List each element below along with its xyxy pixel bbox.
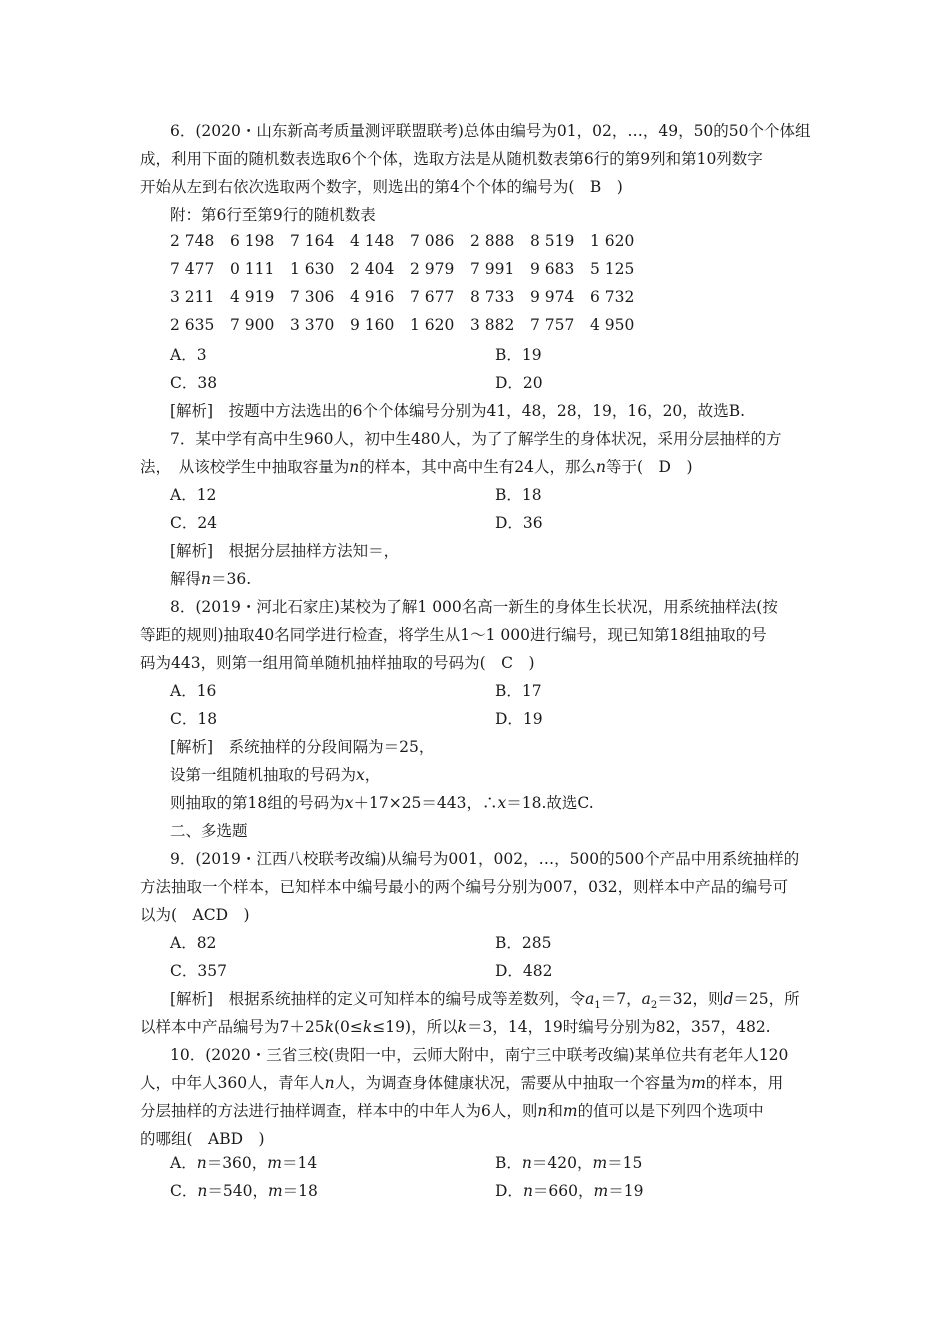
q10-option-b: B．n＝420，m＝15 [495,1154,643,1172]
q9-analysis-2: 以样本中产品编号为7＋25k(0≤k≤19)，所以k＝3，14，19时编号分别为82，357，482. [140,1018,771,1036]
q10-option-c: C．n＝540，m＝18 [170,1182,318,1200]
q8-analysis-1: [解析] 系统抽样的分段间隔为＝25， [170,738,435,756]
q8-analysis-2: 设第一组随机抽取的号码为x， [170,766,381,784]
q8-line-1: 8．(2019・河北石家庄)某校为了解1 000名高一新生的身体生长状况，用系统抽样法(按 [170,598,778,616]
table-cell: 1 620 [590,232,635,250]
q9-option-d: D．482 [495,962,553,980]
table-cell: 7 306 [290,288,335,306]
q9-line-2: 方法抽取一个样本，已知样本中编号最小的两个编号分别为007，032，则样本中产品的编号可 [140,878,789,896]
table-cell: 2 748 [170,232,215,250]
q7-option-c: C．24 [170,514,218,532]
q8-option-d: D．19 [495,710,543,728]
table-cell: 7 164 [290,232,335,250]
table-cell: 1 620 [410,316,455,334]
table-cell: 2 979 [410,260,455,278]
q6-option-a: A．3 [170,346,207,364]
q8-analysis-3: 则抽取的第18组的号码为x＋17×25＝443，∴x＝18.故选C. [170,794,594,812]
table-cell: 3 370 [290,316,335,334]
table-cell: 2 635 [170,316,215,334]
q6-line-2: 成，利用下面的随机数表选取6个个体，选取方法是从随机数表第6行的第9列和第10列数字 [140,150,763,168]
table-cell: 9 160 [350,316,395,334]
q10-line-4: 的哪组( ABD ) [140,1130,265,1148]
q9-line-3: 以为( ACD ) [140,906,250,924]
section-heading: 二、多选题 [170,822,248,840]
q7-analysis-2: 解得n＝36. [170,570,252,588]
table-cell: 7 477 [170,260,215,278]
q8-line-3: 码为443，则第一组用简单随机抽样抽取的号码为( C ) [140,654,535,672]
q6-option-c: C．38 [170,374,218,392]
q6-appendix: 附：第6行至第9行的随机数表 [170,206,376,224]
table-cell: 7 991 [470,260,515,278]
table-cell: 4 950 [590,316,635,334]
table-cell: 7 757 [530,316,575,334]
table-cell: 2 404 [350,260,395,278]
table-cell: 1 630 [290,260,335,278]
table-cell: 6 198 [230,232,275,250]
q7-option-a: A．12 [170,486,217,504]
table-cell: 3 211 [170,288,215,306]
q6-option-d: D．20 [495,374,543,392]
table-cell: 7 900 [230,316,275,334]
table-cell: 9 974 [530,288,575,306]
q9-analysis-1: [解析] 根据系统抽样的定义可知样本的编号成等差数列，令$a_1=7$，$a_2=32$，则d＝25，所 [170,990,800,1012]
q9-line-1: 9．(2019・江西八校联考改编)从编号为001，002，…，500的500个产品中用系统抽样的 [170,850,800,868]
table-cell: 4 919 [230,288,275,306]
q6-option-b: B．19 [495,346,542,364]
q6-line-3: 开始从左到右依次选取两个数字，则选出的第4个个体的编号为( B ) [140,178,623,196]
q10-option-a: A．n＝360，m＝14 [170,1154,318,1172]
table-cell: 2 888 [470,232,515,250]
q7-line-1: 7．某中学有高中生960人，初中生480人，为了了解学生的身体状况，采用分层抽样的方 [170,430,782,448]
table-cell: 3 882 [470,316,515,334]
table-cell: 9 683 [530,260,575,278]
q8-line-2: 等距的规则)抽取40名同学进行检查，将学生从1～1 000进行编号，现已知第18组抽取的号 [140,626,767,644]
table-cell: 6 732 [590,288,635,306]
q8-option-a: A．16 [170,682,217,700]
q7-option-d: D．36 [495,514,543,532]
table-cell: 7 086 [410,232,455,250]
q10-line-2: 人，中年人360人，青年人n人，为调查身体健康状况，需要从中抽取一个容量为m的样本，用 [140,1074,784,1092]
q7-option-b: B．18 [495,486,542,504]
q6-line-1: 6．(2020・山东新高考质量测评联盟联考)总体由编号为01，02，…，49，50的50个个体组 [170,122,811,140]
table-cell: 4 148 [350,232,395,250]
q7-line-2: 法， 从该校学生中抽取容量为n的样本，其中高中生有24人，那么n等于( D ) [140,458,693,476]
table-cell: 5 125 [590,260,635,278]
q9-option-b: B．285 [495,934,552,952]
table-cell: 8 519 [530,232,575,250]
q6-analysis: [解析] 按题中方法选出的6个个体编号分别为41，48，28，19，16，20，故选B. [170,402,746,420]
q7-analysis-1: [解析] 根据分层抽样方法知＝， [170,542,400,560]
q10-line-3: 分层抽样的方法进行抽样调查，样本中的中年人为6人，则n和m的值可以是下列四个选项中 [140,1102,764,1120]
q10-option-d: D．n＝660，m＝19 [495,1182,644,1200]
q8-option-b: B．17 [495,682,542,700]
table-cell: 8 733 [470,288,515,306]
q8-option-c: C．18 [170,710,218,728]
table-cell: 4 916 [350,288,395,306]
table-cell: 0 111 [230,260,275,278]
q9-option-a: A．82 [170,934,217,952]
q10-line-1: 10．(2020・三省三校(贵阳一中，云师大附中，南宁三中联考改编)某单位共有老年人120 [170,1046,789,1064]
table-cell: 7 677 [410,288,455,306]
q9-option-c: C．357 [170,962,227,980]
